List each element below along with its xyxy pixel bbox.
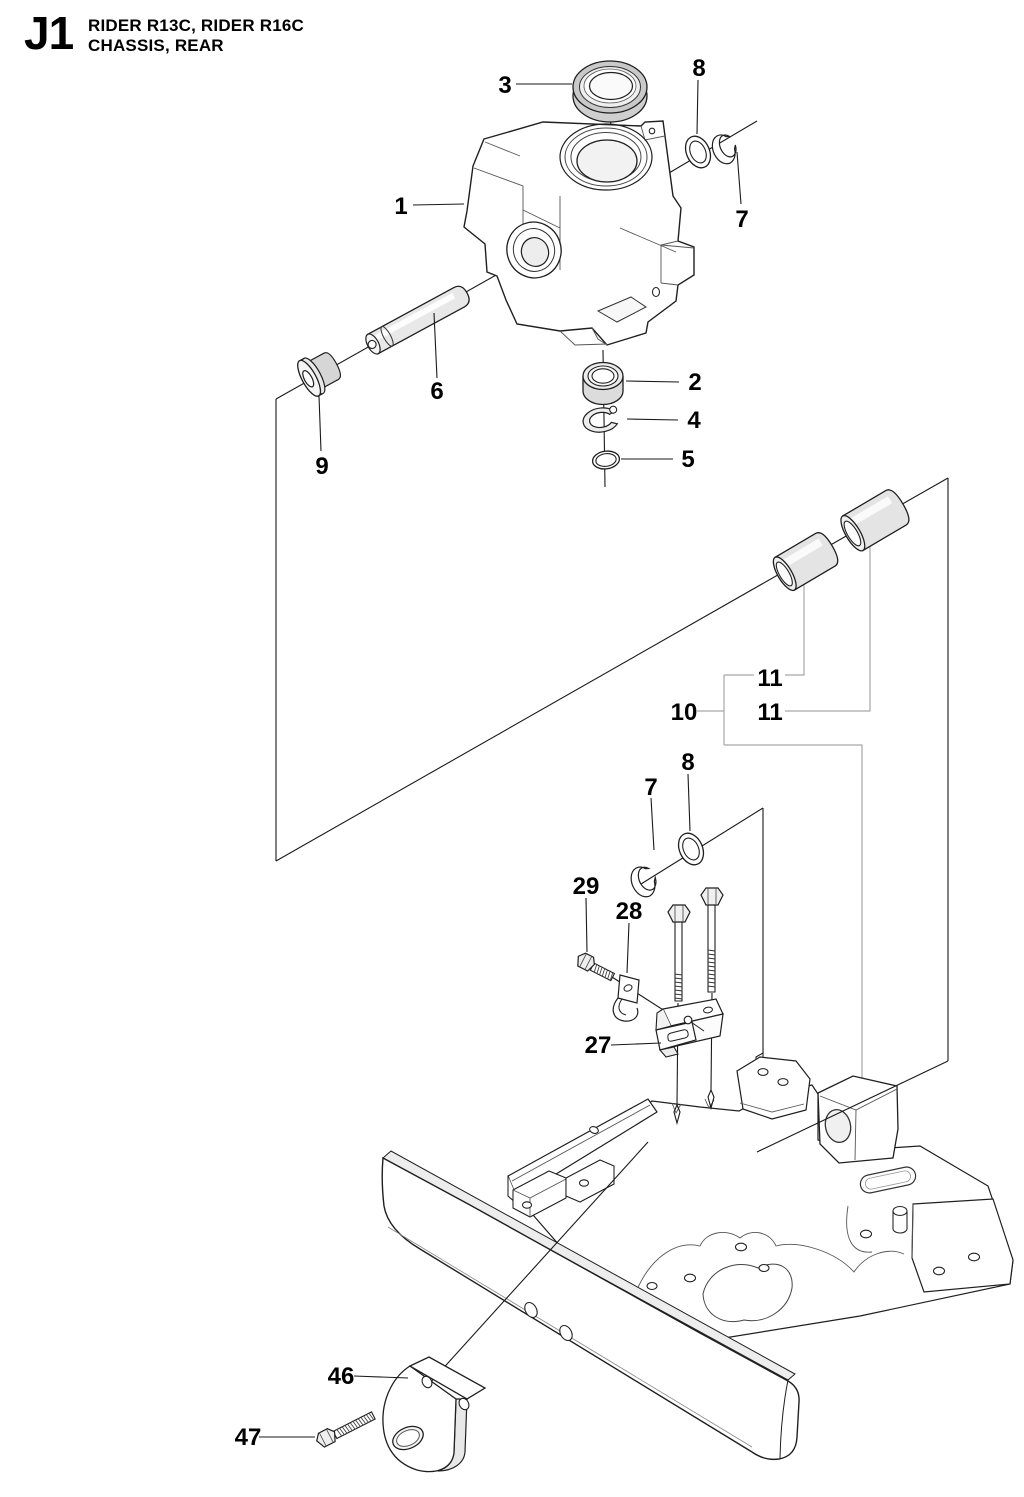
long-bolt-b [701, 888, 723, 992]
long-bolt-a [668, 905, 690, 1001]
washer-lower [674, 829, 708, 869]
hex-bolt [314, 1407, 376, 1449]
callout-28: 28 [615, 898, 643, 925]
callout-46: 46 [327, 1363, 355, 1390]
section-code: J1 [24, 7, 74, 59]
diagram-title-models: RIDER R13C, RIDER R16C [88, 16, 305, 35]
small-bolt [574, 951, 616, 983]
circlip-lower [627, 862, 661, 900]
callout-5: 5 [681, 446, 695, 473]
callout-11b: 11 [757, 699, 783, 726]
chassis-boss [737, 1057, 810, 1119]
callout-9: 9 [315, 453, 329, 480]
group-bracket-lines [697, 546, 870, 1085]
circlip-upper [708, 131, 741, 168]
callout-1: 1 [394, 193, 408, 220]
gearbox-housing [464, 121, 694, 345]
callout-3: 3 [498, 72, 512, 99]
callout-2: 2 [688, 369, 702, 396]
callout-4: 4 [687, 407, 701, 434]
callout-29: 29 [572, 873, 600, 900]
pivot-shaft [363, 283, 472, 356]
diagram-title-section: CHASSIS, REAR [88, 36, 224, 55]
bushing-a [769, 529, 842, 593]
grommet [293, 346, 345, 399]
callout-7-upper: 7 [735, 206, 749, 233]
chassis-peg [893, 1207, 907, 1234]
clamp-clip [613, 975, 639, 1021]
bearing [583, 363, 623, 405]
callout-47: 47 [234, 1424, 262, 1451]
callout-8-upper: 8 [692, 55, 706, 82]
callout-8-lower: 8 [681, 749, 695, 776]
snap-ring [581, 406, 619, 435]
chassis-frame [382, 1053, 1013, 1459]
retainer-ring [591, 449, 620, 470]
callout-10: 10 [670, 699, 698, 726]
tow-bracket [383, 1357, 485, 1472]
chassis-right-plate [912, 1199, 1013, 1292]
bushing-b [837, 487, 913, 555]
callout-11a: 11 [757, 665, 783, 692]
callout-6: 6 [430, 378, 444, 405]
callout-27: 27 [584, 1032, 612, 1059]
chassis-axle-block [818, 1076, 898, 1163]
callout-7-lower: 7 [644, 774, 658, 801]
seal-ring [573, 61, 647, 122]
washer-upper [681, 132, 715, 172]
support-bracket [656, 999, 723, 1057]
